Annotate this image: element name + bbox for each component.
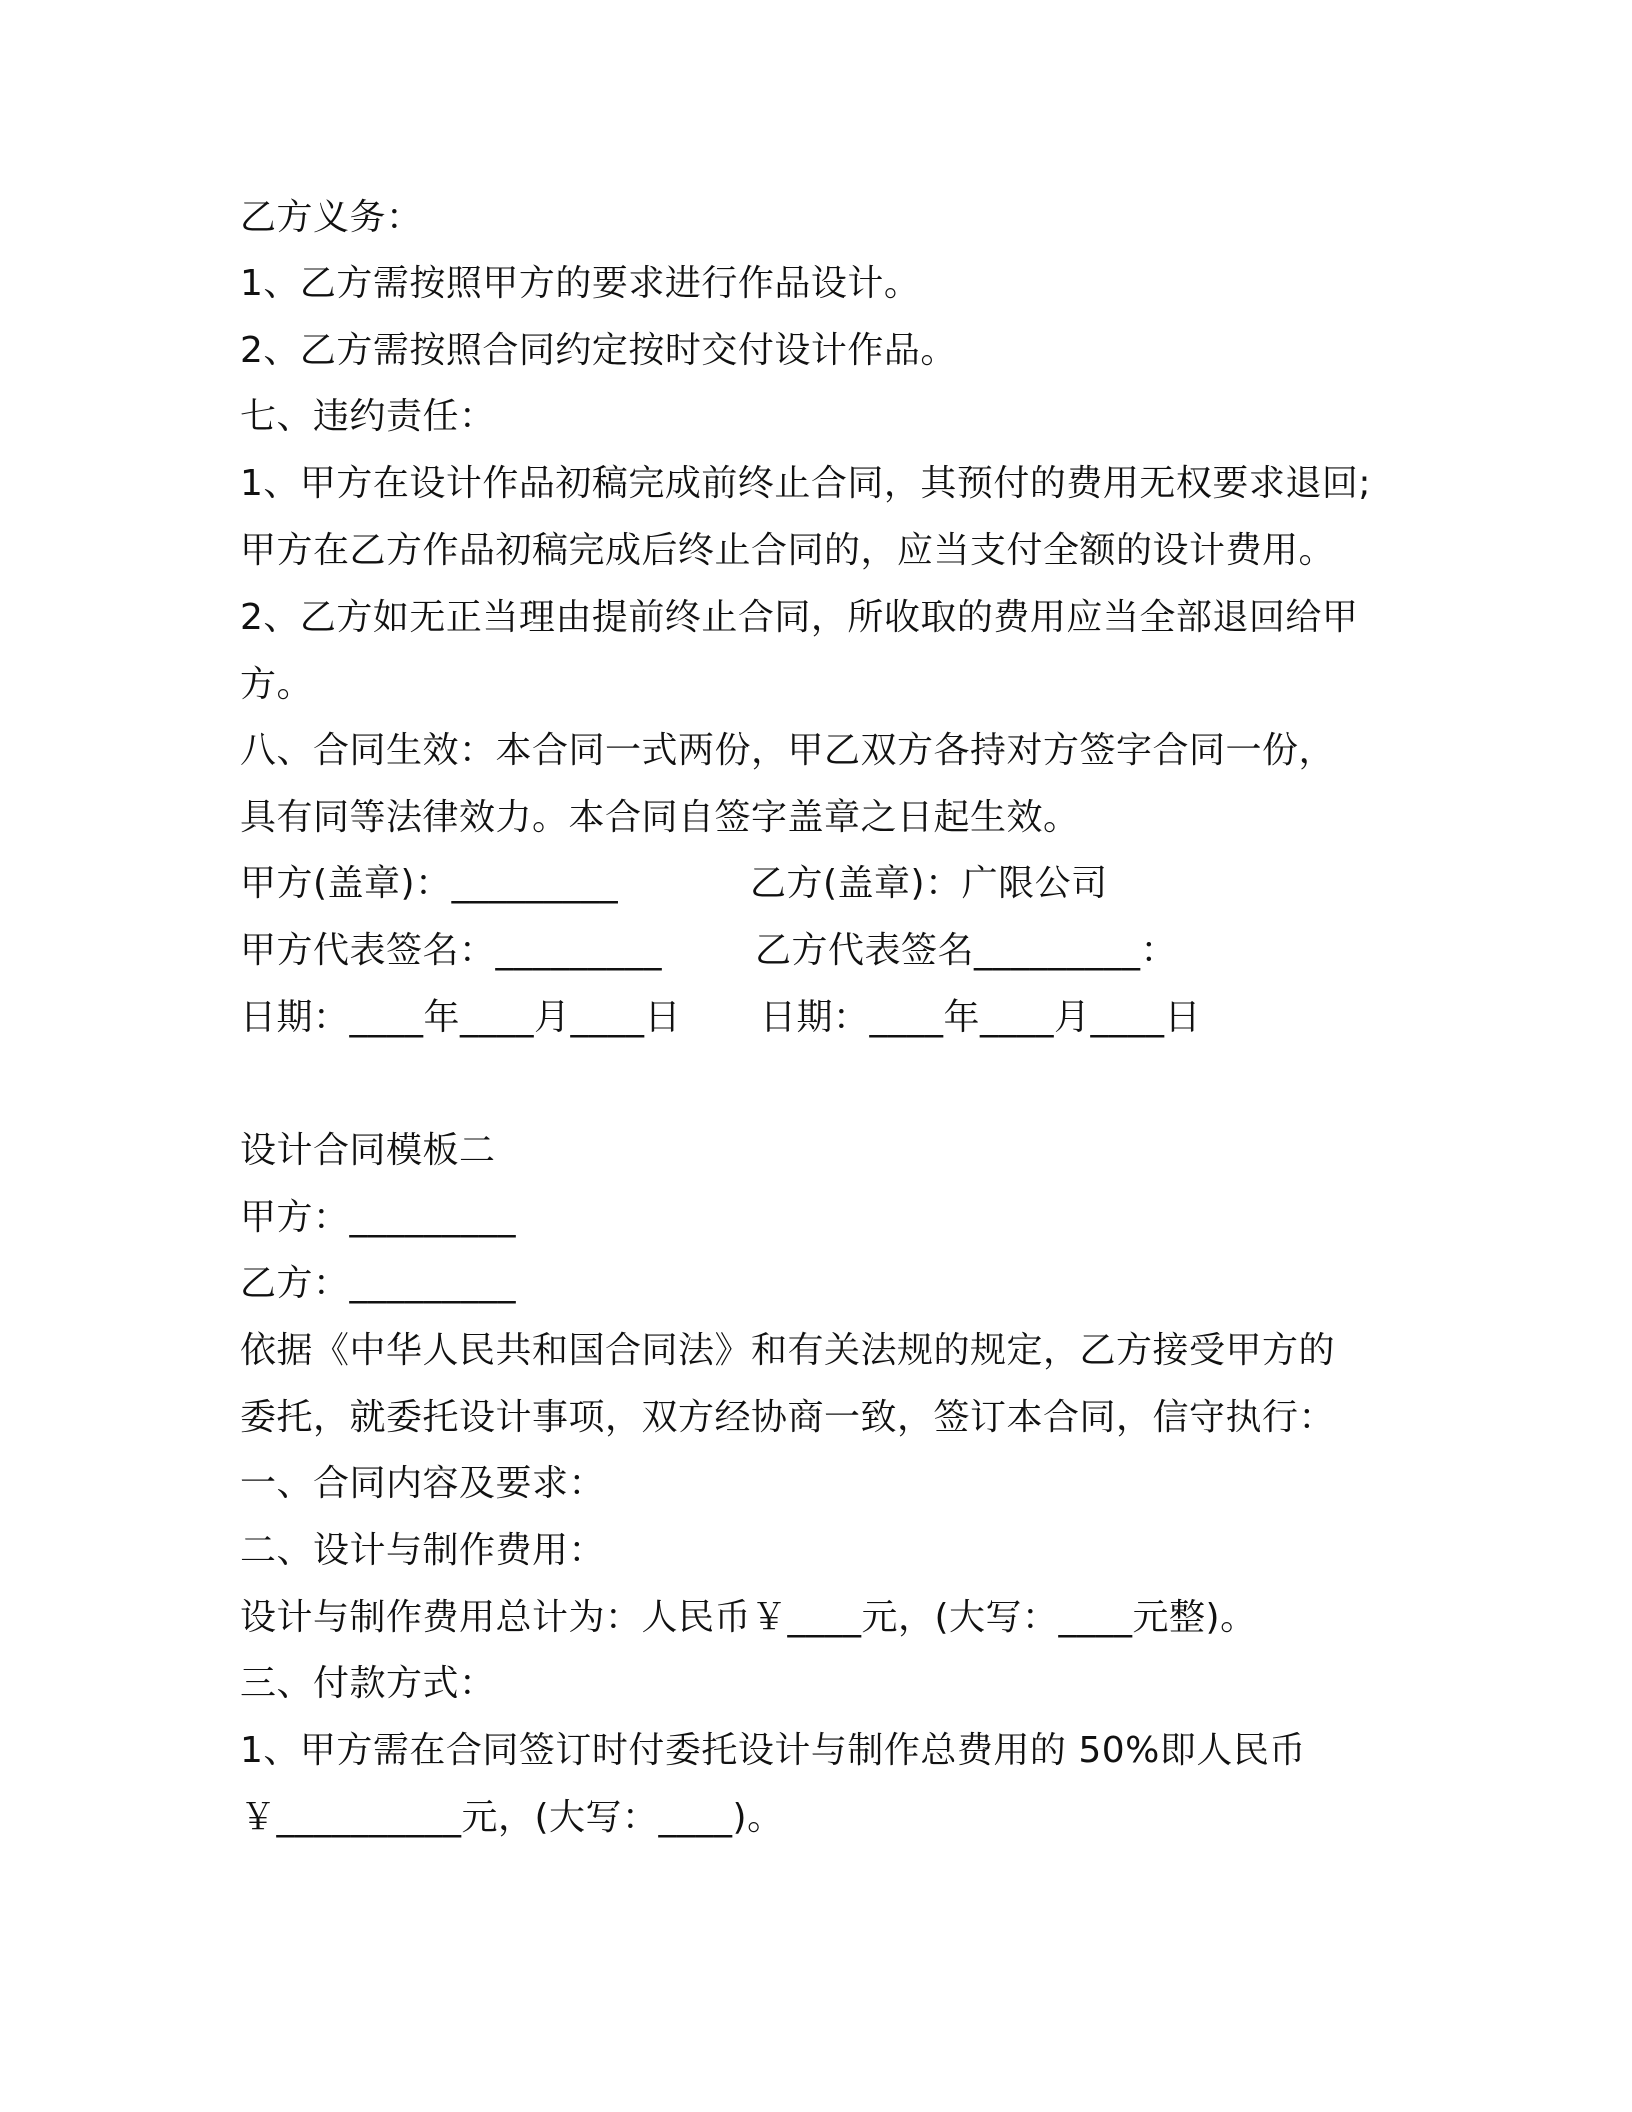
payment-item-1-line1: 1、甲方需在合同签订时付委托设计与制作总费用的 50%即人民币 [240, 1730, 1306, 1771]
breach-item-2-line2: 方。 [240, 664, 314, 705]
obligation-item-1: 1、乙方需按照甲方的要求进行作品设计。 [240, 263, 921, 304]
breach-heading: 七、违约责任： [240, 396, 496, 437]
breach-item-1-line2: 甲方在乙方作品初稿完成后终止合同的，应当支付全额的设计费用。 [240, 530, 1336, 571]
effect-clause-line2: 具有同等法律效力。本合同自签字盖章之日起生效。 [240, 797, 1080, 838]
clause-payment: 三、付款方式： [240, 1663, 496, 1704]
breach-item-1-line1: 1、甲方在设计作品初稿完成前终止合同，其预付的费用无权要求退回; [240, 463, 1372, 504]
obligation-item-2: 2、乙方需按照合同约定按时交付设计作品。 [240, 330, 957, 371]
date-party-b: 日期：____年____月____日 [760, 997, 1202, 1038]
party-a-representative: 甲方代表签名：_________ [240, 930, 663, 971]
party-a-field: 甲方：_________ [240, 1197, 517, 1238]
party-a-seal: 甲方(盖章)：_________ [240, 863, 619, 904]
party-b-representative: 乙方代表签名_________： [755, 930, 1178, 971]
party-b-seal: 乙方(盖章)：广限公司 [750, 863, 1108, 904]
intro-line1: 依据《中华人民共和国合同法》和有关法规的规定，乙方接受甲方的 [240, 1330, 1336, 1371]
intro-line2: 委托，就委托设计事项，双方经协商一致，签订本合同，信守执行： [240, 1397, 1336, 1438]
payment-item-1-line2: ￥__________元，(大写：____)。 [240, 1797, 784, 1838]
fee-total: 设计与制作费用总计为：人民币￥____元，(大写：____元整)。 [240, 1597, 1257, 1638]
section-title: 设计合同模板二 [240, 1130, 496, 1171]
date-party-a: 日期：____年____月____日 [240, 997, 682, 1038]
obligations-heading: 乙方义务： [240, 197, 423, 238]
clause-contract-content: 一、合同内容及要求： [240, 1463, 606, 1504]
effect-clause-line1: 八、合同生效：本合同一式两份，甲乙双方各持对方签字合同一份， [240, 730, 1336, 771]
clause-design-fee: 二、设计与制作费用： [240, 1530, 606, 1571]
party-b-field: 乙方：_________ [240, 1263, 517, 1304]
breach-item-2-line1: 2、乙方如无正当理由提前终止合同，所收取的费用应当全部退回给甲 [240, 597, 1359, 638]
